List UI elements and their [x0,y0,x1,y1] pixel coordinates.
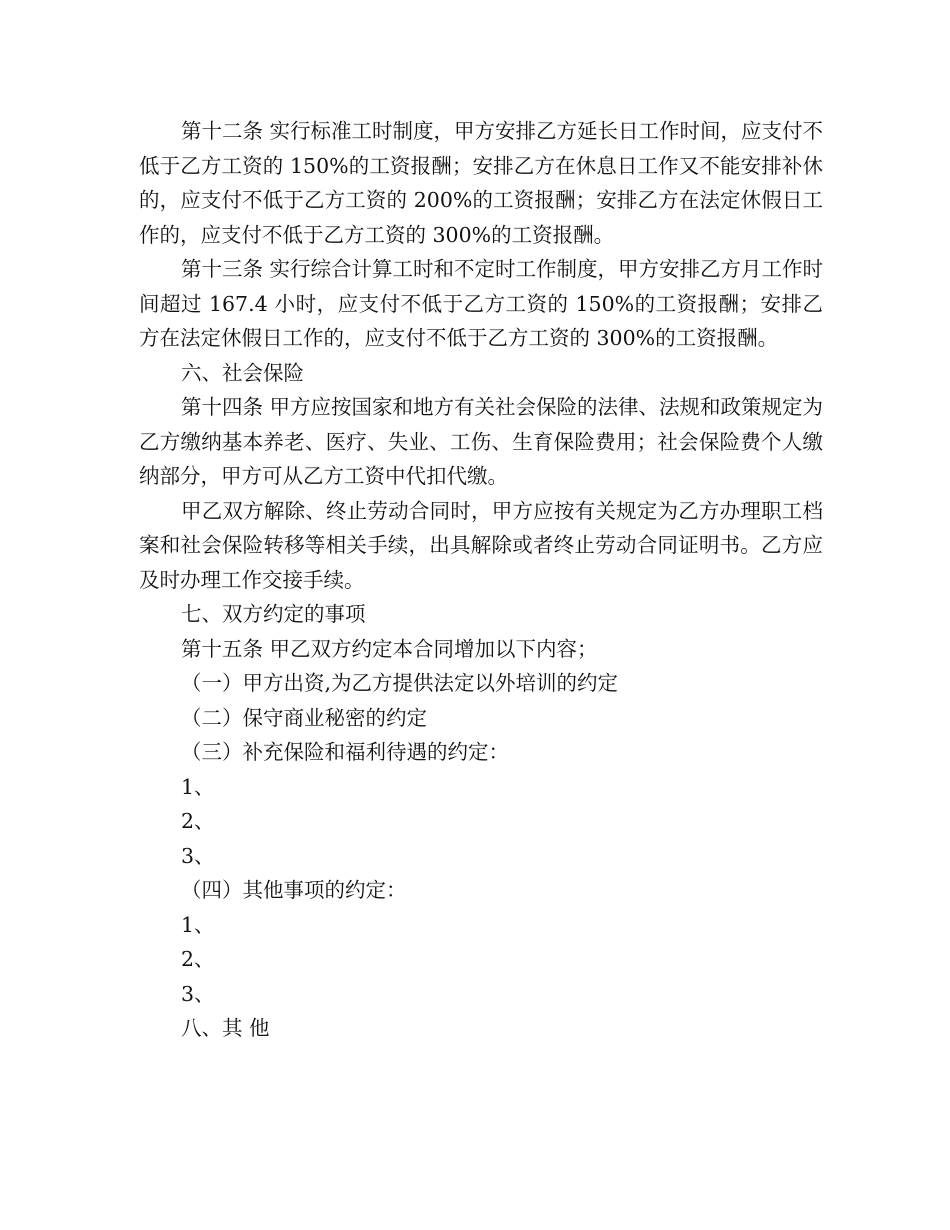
document-body [139,114,823,1046]
agreement-item-3: （三）补充保险和福利待遇的约定： [181,740,509,764]
agreement-item-1: （一）甲方出资,为乙方提供法定以外培训的约定 [181,671,619,695]
article-12-paragraph: 第十二条 实行标准工时制度，甲方安排乙方延长日工作时间，应支付不低于乙方工资的 150%的工资报酬；安排乙方在休息日工作又不能安排补休的，应支付不低于乙方工资的 200%的工资报酬；安排乙方在法定休假日工作的，应支付不低于乙方工资的 300%的工资报酬。 [139,119,824,247]
article-14-paragraph: 第十四条 甲方应按国家和地方有关社会保险的法律、法规和政策规定为乙方缴纳基本养老、医疗、失业、工伤、生育保险费用；社会保险费个人缴纳部分，甲方可从乙方工资中代扣代缴。 [139,395,824,488]
section-heading-other: 八、其 他 [181,1016,270,1040]
blank-list-item: 1、 [181,774,215,799]
section-heading-social-insurance: 六、社会保险 [181,360,304,385]
blank-list-item: 2、 [181,947,215,971]
agreement-item-2: （二）保守商业秘密的约定 [181,705,427,730]
article-15-paragraph: 第十五条 甲乙双方约定本合同增加以下内容； [181,636,598,661]
blank-list-item: 3、 [181,981,215,1006]
blank-list-item: 2、 [181,809,215,833]
article-13-paragraph: 第十三条 实行综合计算工时和不定时工作制度，甲方安排乙方月工作时间超过 167.4 小时，应支付不低于乙方工资的 150%的工资报酬；安排乙方在法定休假日工作的，应支付不低于乙方工资的 300%的工资报酬。 [139,257,824,350]
blank-list-item: 3、 [181,843,215,868]
agreement-item-4: （四）其他事项的约定： [181,878,407,902]
termination-procedures-paragraph: 甲乙双方解除、终止劳动合同时，甲方应按有关规定为乙方办理职工档案和社会保险转移等相关手续，出具解除或者终止劳动合同证明书。乙方应及时办理工作交接手续。 [139,498,823,592]
blank-list-item: 1、 [181,912,215,937]
section-heading-agreed-matters: 七、双方约定的事项 [181,602,366,626]
